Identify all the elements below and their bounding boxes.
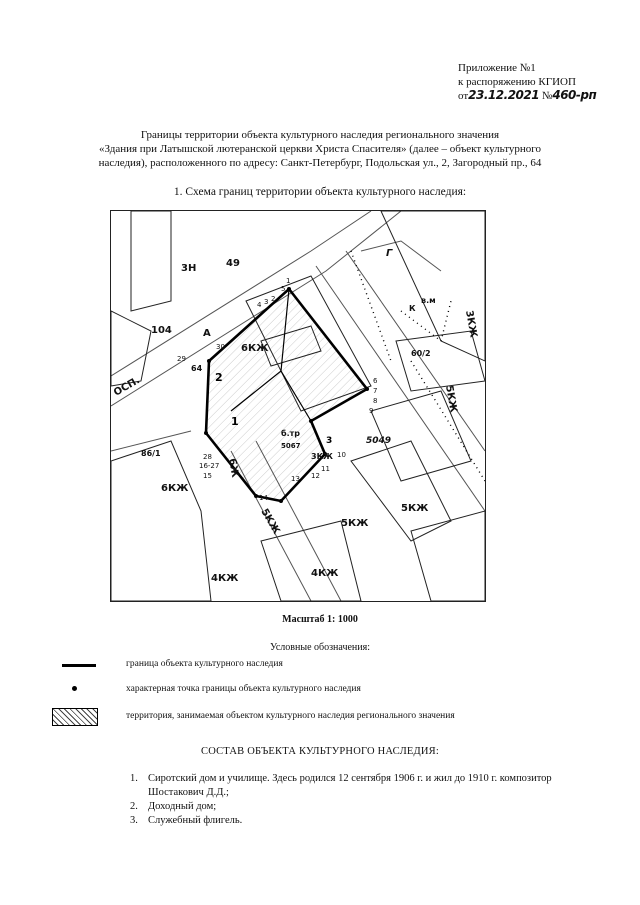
point-label-13: 13	[291, 475, 300, 483]
map-label-5kzh-3: 5КЖ	[401, 503, 429, 514]
composition-heading: СОСТАВ ОБЪЕКТА КУЛЬТУРНОГО НАСЛЕДИЯ:	[200, 746, 440, 757]
map-label-49: 49	[226, 258, 240, 269]
map-label-btr: б.тр	[281, 429, 300, 438]
map-label-a: А	[203, 328, 211, 339]
map-scale: Масштаб 1: 1000	[282, 614, 358, 625]
boundary-map	[110, 210, 486, 602]
legend-item-boundary: граница объекта культурного наследия	[126, 659, 283, 669]
point-label-1: 1	[286, 277, 291, 285]
appendix-date-line	[458, 89, 596, 104]
map-label-4kzh-1: 4КЖ	[311, 568, 339, 579]
list-item-text: Шостакович Д.Д.;	[148, 787, 229, 798]
legend-item-point: характерная точка границы объекта культурного наследия	[126, 684, 361, 694]
map-label-4kzh-2: 4КЖ	[211, 573, 239, 584]
part-3: 3	[326, 436, 333, 446]
part-2: 2	[215, 371, 223, 384]
appendix-date-prefix: от	[458, 90, 469, 102]
scheme-heading: 1. Схема границ территории объекта культурного наследия:	[173, 186, 467, 198]
map-svg	[111, 211, 485, 601]
map-label-vm: в.м	[421, 296, 436, 305]
list-item-text: Служебный флигель.	[148, 815, 243, 826]
point-label-10: 10	[337, 451, 346, 459]
appendix-number: 460-рп	[552, 88, 597, 102]
map-label-60-2: 60/2	[411, 349, 431, 358]
legend-heading: Условные обозначения:	[269, 642, 370, 653]
legend-point-symbol	[72, 686, 77, 691]
point-label-8: 8	[373, 397, 378, 405]
point-label-14: 14	[259, 494, 268, 502]
appendix-date: 23.12.2021	[468, 88, 540, 102]
composition-list	[130, 772, 600, 828]
map-label-5067: 5067	[281, 442, 301, 450]
legend-boundary-line-symbol	[62, 664, 96, 667]
map-label-6kzh-2: 6КЖ	[161, 483, 189, 494]
list-item-text: Сиротский дом и училище. Здесь родился 12 сентября 1906 г. и жил до 1910 г. композитор	[148, 773, 552, 784]
appendix-number-sign: №	[541, 90, 553, 102]
list-item-number	[130, 786, 148, 799]
map-label-osp: ОСП.	[112, 375, 142, 399]
list-item	[130, 814, 600, 827]
point-label-4: 4	[257, 301, 262, 309]
appendix-block	[458, 62, 596, 104]
point-label-12: 12	[311, 472, 320, 480]
point-label-16-27: 16-27	[199, 462, 220, 470]
list-item	[130, 772, 600, 785]
point-label-3: 3	[264, 298, 269, 306]
title-line-1: Границы территории объекта культурного наследия регионального значения	[140, 129, 500, 141]
point-label-5: 5	[281, 285, 286, 293]
point-label-9: 9	[369, 407, 374, 415]
point-label-7: 7	[373, 387, 378, 395]
map-label-3kzh: 3КЖ	[311, 452, 333, 461]
map-label-64: 64	[191, 364, 203, 373]
appendix-title: Приложение №1	[458, 62, 536, 74]
point-label-11: 11	[321, 465, 330, 473]
map-label-3kzh-2: 3КЖ	[463, 309, 479, 339]
appendix-order: к распоряжению КГИОП	[458, 75, 576, 88]
map-label-g: Г	[386, 248, 393, 259]
point-label-28: 28	[203, 453, 212, 461]
title-line-2: «Здания при Латышской лютеранской церкви Христа Спасителя» (далее – объект культурного	[99, 143, 541, 155]
list-item	[130, 800, 600, 813]
list-item-number: 2.	[130, 801, 138, 812]
document-title	[40, 128, 600, 170]
point-label-29: 29	[177, 355, 186, 363]
map-label-104: 104	[151, 325, 172, 336]
map-label-86-1: 86/1	[141, 449, 161, 458]
map-label-6kzh: 6КЖ	[241, 343, 269, 354]
map-label-k: К	[409, 304, 416, 313]
map-label-5049: 5049	[366, 436, 392, 446]
map-label-6zh: 6Ж	[226, 457, 241, 479]
map-label-5kzh-2: 5КЖ	[341, 518, 369, 529]
map-label-5kzh-1: 5КЖ	[258, 507, 282, 537]
legend-territory-symbol	[52, 708, 98, 726]
legend-item-territory: территория, занимаемая объектом культурного наследия регионального значения	[126, 711, 455, 721]
list-item-text: Доходный дом;	[148, 801, 217, 812]
point-label-15: 15	[203, 472, 212, 480]
title-line-3: наследия), расположенного по адресу: Санкт-Петербург, Подольская ул., 2, Загородный пр., 64	[98, 157, 542, 169]
part-1: 1	[231, 415, 239, 428]
point-label-2: 2	[271, 295, 276, 303]
map-label-5kzh-4: 5КЖ	[443, 384, 459, 414]
list-item-number: 1.	[130, 773, 138, 784]
list-item	[130, 786, 600, 799]
point-label-6: 6	[373, 377, 378, 385]
map-label-3n: 3Н	[181, 263, 197, 274]
list-item-number: 3.	[130, 815, 138, 826]
point-label-30: 30	[216, 343, 225, 351]
